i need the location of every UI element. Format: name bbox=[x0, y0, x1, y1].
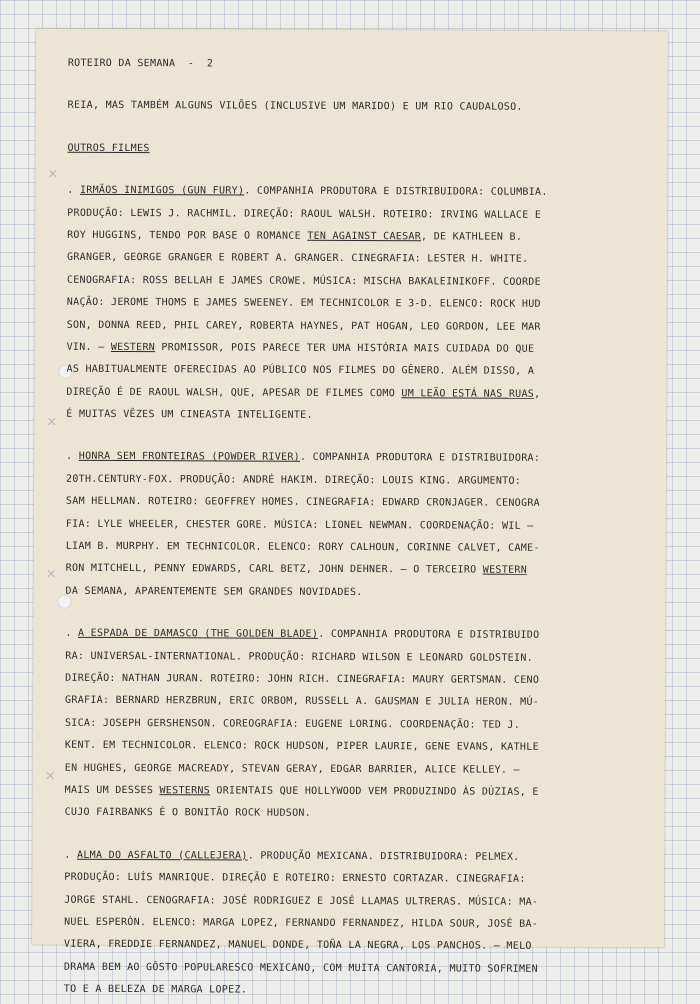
text-segment: RON MITCHELL, PENNY EDWARDS, CARL BETZ, JOHN DEHNER. — O TERCEIRO bbox=[65, 563, 483, 577]
text-segment: PRODUÇÃO: LEWIS J. RACHMIL. DIREÇÃO: RAOUL WALSH. ROTEIRO: IRVING WALLACE E bbox=[67, 207, 542, 221]
text-segment: DRAMA BEM AO GÔSTO POPULARESCO MEXICANO, COM MUITA CANTORIA, MUITO SOFRIMEN bbox=[63, 961, 538, 975]
underlined-title: WESTERN bbox=[110, 341, 156, 354]
text-line bbox=[67, 292, 643, 317]
text-segment: NUEL ESPERÓN. ELENCO: MARGA LOPEZ, FERNANDO FERNANDEZ, HILDA SOUR, JOSÉ BA- bbox=[64, 916, 539, 930]
text-line bbox=[65, 780, 641, 805]
text-line bbox=[64, 889, 640, 914]
text-segment: DIREÇÃO É DE RAOUL WALSH, QUE, APESAR DE FILMES COMO bbox=[66, 386, 402, 399]
film-list bbox=[64, 180, 644, 1004]
text-line bbox=[67, 202, 643, 227]
text-segment: NAÇÃO: JEROME THOMS E JAMES SWEENEY. EM TECHNICOLOR E 3-D. ELENCO: ROCK HUD bbox=[66, 296, 541, 310]
typed-page bbox=[32, 29, 668, 996]
text-segment: JORGE STAHL. CENOGRAFIA: JOSÉ RODRIGUEZ E JOSÉ LLAMAS ULTRERAS. MÚSICA: MA- bbox=[64, 894, 539, 908]
text-line bbox=[65, 581, 641, 606]
text-segment: DA SEMANA, APARENTEMENTE SEM GRANDES NOVIDADES. bbox=[65, 585, 363, 598]
text-line bbox=[67, 269, 643, 294]
text-line bbox=[65, 645, 641, 670]
text-segment: . COMPANHIA PRODUTORA E DISTRIBUIDORA: COLUMBIA. bbox=[244, 185, 548, 199]
text-line bbox=[67, 180, 643, 205]
text-segment: . COMPANHIA PRODUTORA E DISTRIBUIDO bbox=[318, 629, 540, 642]
underlined-title: HONRA SEM FRONTEIRAS (POWDER RIVER) bbox=[78, 451, 301, 464]
text-segment: . bbox=[66, 451, 79, 463]
text-line bbox=[65, 802, 641, 827]
text-segment: . bbox=[64, 849, 78, 861]
underlined-title: TEN AGAINST CAESAR bbox=[307, 230, 422, 243]
text-segment: CENOGRAFIA: ROSS BELLAH E JAMES CROWE. MÚSICA: MISCHA BAKALEINIKOFF. COORDE bbox=[66, 274, 541, 288]
margin-mark: × bbox=[46, 414, 58, 430]
text-line bbox=[65, 735, 641, 760]
text-line bbox=[66, 359, 642, 384]
section-title: OUTROS FILMES bbox=[67, 142, 150, 154]
text-segment: LIAM B. MURPHY. EM TECHNICOLOR. ELENCO: RORY CALHOUN, CORINNE CALVET, CAME- bbox=[65, 540, 540, 554]
text-line bbox=[66, 404, 642, 429]
margin-mark: × bbox=[45, 566, 57, 582]
text-segment: SAM HELLMAN. ROTEIRO: GEOFFREY HOMES. CINEGRAFIA: EDWARD CRONJAGER. CENOGRA bbox=[65, 496, 541, 510]
text-line bbox=[66, 536, 642, 561]
underlined-title: UM LEÃO ESTÁ NAS RUAS bbox=[401, 387, 535, 400]
text-segment: TO E A BELEZA DE MARGA LOPEZ. bbox=[63, 983, 248, 996]
underlined-title: ALMA DO ASFALTO (CALLEJERA) bbox=[77, 849, 248, 862]
underlined-title: WESTERNS bbox=[159, 785, 211, 797]
underlined-title: A ESPADA DE DAMASCO (THE GOLDEN BLADE) bbox=[77, 628, 319, 641]
film-entry bbox=[66, 180, 643, 429]
text-segment: . COMPANHIA PRODUTORA E DISTRIBUIDORA: bbox=[299, 452, 541, 465]
text-segment: PRODUÇÃO: LUÍS MANRIQUE. DIREÇÃO E ROTEIRO: ERNESTO CORTAZAR. CINEGRAFIA: bbox=[64, 871, 526, 885]
text-line bbox=[64, 844, 640, 869]
text-segment: . bbox=[65, 627, 79, 640]
text-segment: , bbox=[534, 388, 541, 400]
text-segment: . PRODUÇÃO MEXICANA. DISTRIBUIDORA: PELMEX. bbox=[247, 850, 520, 863]
text-segment: EN HUGHES, GEORGE MACREADY, STEVAN GERAY, EDGAR BARRIER, ALICE KELLEY. — bbox=[64, 762, 520, 776]
text-line bbox=[65, 690, 641, 715]
text-segment: SICA: JOSEPH GERSHENSON. COREOGRAFIA: EUGENE LORING. COORDENAÇÃO: TED J. bbox=[64, 717, 521, 731]
text-segment: MAIS UM DESSES bbox=[64, 784, 160, 797]
text-line bbox=[66, 469, 642, 494]
page-header: ROTEIRO DA SEMANA - 2 bbox=[67, 57, 214, 70]
text-segment: . bbox=[67, 184, 80, 196]
text-segment: GRAFIA: BERNARD HERZBRUN, ERIC ORBOM, RUSSELL A. GAUSMAN E JULIA HERON. MÚ- bbox=[65, 695, 540, 709]
document-body bbox=[64, 53, 644, 1004]
text-line bbox=[66, 558, 642, 583]
text-segment: 20TH.CENTURY-FOX. PRODUÇÃO: ANDRÉ HAKIM. DIREÇÃO: LOUIS KING. ARGUMENTO: bbox=[66, 473, 522, 487]
text-line bbox=[64, 934, 640, 959]
text-line bbox=[67, 337, 643, 362]
margin-mark: × bbox=[44, 768, 56, 784]
text-line bbox=[66, 446, 642, 471]
film-entry bbox=[65, 446, 642, 605]
text-line bbox=[66, 381, 642, 406]
text-line bbox=[64, 956, 640, 981]
text-segment: , DE KATHLEEN B. bbox=[421, 231, 523, 243]
margin-mark: × bbox=[47, 166, 59, 182]
text-line bbox=[66, 513, 642, 538]
text-segment: DIREÇÃO: NATHAN JURAN. ROTEIRO: JOHN RICH. CINEGRAFIA: MAURY GERTSMAN. CENO bbox=[65, 672, 540, 686]
text-segment: KENT. EM TECHNICOLOR. ELENCO: ROCK HUDSON, PIPER LAURIE, GENE EVANS, KATHLE bbox=[64, 739, 539, 753]
film-entry bbox=[65, 623, 642, 827]
text-line bbox=[64, 912, 640, 937]
underlined-title: IRMÃOS INIMIGOS (GUN FURY) bbox=[79, 184, 245, 197]
text-segment: RA: UNIVERSAL-INTERNATIONAL. PRODUÇÃO: RICHARD WILSON E LEONARD GOLDSTEIN. bbox=[65, 650, 534, 664]
text-segment: AS HABITUALMENTE OFERECIDAS AO PÚBLICO NOS FILMES DO GÊNERO. ALÉM DISSO, A bbox=[66, 364, 535, 378]
text-line bbox=[64, 867, 640, 892]
text-segment: FIA: LYLE WHEELER, CHESTER GORE. MÚSICA: LIONEL NEWMAN. COORDENAÇÃO: WIL — bbox=[65, 518, 534, 532]
text-segment: É MUITAS VÊZES UM CINEASTA INTELIGENTE. bbox=[66, 408, 313, 421]
text-line bbox=[65, 713, 641, 738]
text-segment: ORIENTAIS QUE HOLLYWOOD VEM PRODUZINDO ÀS DÚZIAS, E bbox=[210, 785, 539, 798]
intro-line: REIA, MAS TAMBÉM ALGUNS VILÕES (INCLUSIVE UM MARIDO) E UM RIO CAUDALOSO. bbox=[67, 100, 523, 114]
text-segment: CUJO FAIRBANKS É O BONITÃO ROCK HUDSON. bbox=[64, 807, 312, 820]
underlined-title: WESTERN bbox=[482, 565, 528, 577]
text-line bbox=[66, 491, 642, 516]
text-line bbox=[67, 314, 643, 339]
text-segment: SON, DONNA REED, PHIL CAREY, ROBERTA HAYNES, PAT HOGAN, LEO GORDON, LEE MAR bbox=[66, 319, 541, 333]
text-segment: GRANGER, GEORGE GRANGER E ROBERT A. GRANGER. CINEGRAFIA: LESTER H. WHITE. bbox=[66, 252, 529, 266]
text-line bbox=[67, 247, 643, 272]
text-segment: VIN. — bbox=[66, 341, 111, 353]
text-line bbox=[67, 225, 643, 250]
film-entry bbox=[64, 844, 641, 1003]
text-segment: ROY HUGGINS, TENDO POR BASE O ROMANCE bbox=[67, 229, 308, 242]
text-segment: VIERA, FREDDIE FERNANDEZ, MANUEL DONDE, TOÑA LA NEGRA, LOS PANCHOS. — MELO bbox=[63, 939, 532, 953]
text-line bbox=[65, 623, 641, 648]
text-line bbox=[65, 757, 641, 782]
text-segment: PROMISSOR, POIS PARECE TER UMA HISTÓRIA MAIS CUIDADA DO QUE bbox=[155, 342, 535, 355]
text-line bbox=[64, 979, 640, 1004]
text-line bbox=[65, 668, 641, 693]
